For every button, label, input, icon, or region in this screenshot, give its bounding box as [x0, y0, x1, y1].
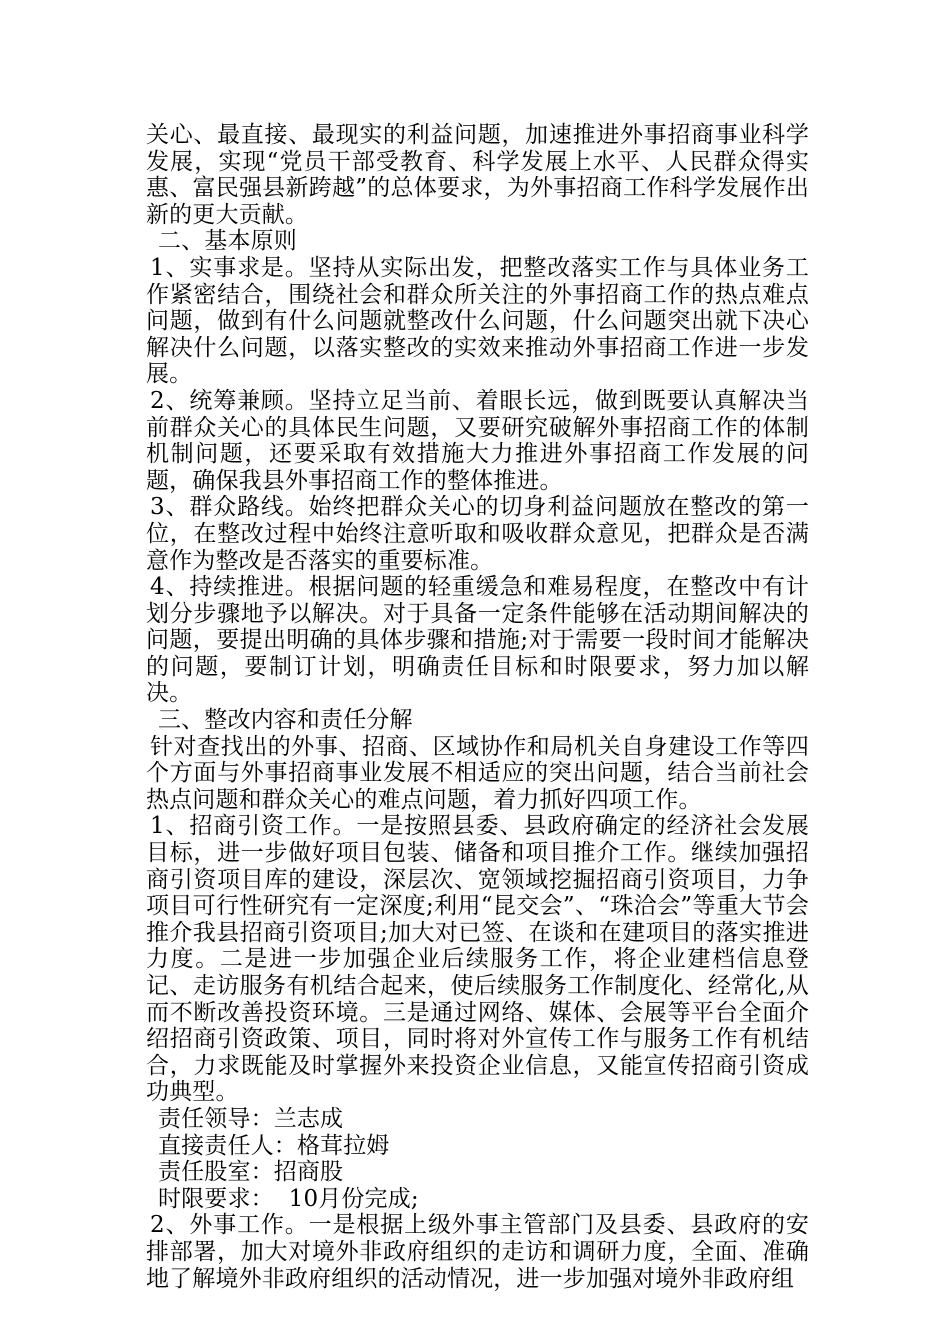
section-heading-basic-principles: 二、基本原则: [158, 228, 297, 255]
section-heading-rectification: 三、整改内容和责任分解: [158, 707, 413, 734]
deadline-requirement: 时限要求： 10月份完成;: [158, 1185, 419, 1212]
paragraph-foreign-affairs: 2、外事工作。一是根据上级外事主管部门及县委、县政府的安排部署，加大对境外非政府组织的走访和调研力度，全面、准确地了解境外非政府组织的活动情况，进一步加强对境外非政府组: [146, 1212, 809, 1292]
paragraph-rectification-intro: 针对查找出的外事、招商、区域协作和局机关自身建设工作等四个方面与外事招商事业发展不相适应的突出问题，结合当前社会热点问题和群众关心的难点问题，着力抓好四项工作。: [146, 733, 809, 813]
document-page: [146, 122, 809, 1292]
responsible-office: 责任股室：招商股: [158, 1159, 344, 1186]
paragraph-intro-continuation: 关心、最直接、最现实的利益问题，加速推进外事招商事业科学发展，实现“党员干部受教育、科学发展上水平、人民群众得实惠、富民强县新跨越”的总体要求，为外事招商工作科学发展作出新的更大贡献。: [146, 122, 809, 228]
responsible-leader: 责任领导：兰志成: [158, 1105, 344, 1132]
direct-responsible-person: 直接责任人：格茸拉姆: [158, 1132, 390, 1159]
paragraph-principle-4: 4、持续推进。根据问题的轻重缓急和难易程度，在整改中有计划分步骤地予以解决。对于具备一定条件能够在活动期间解决的问题，要提出明确的具体步骤和措施;对于需要一段时间才能解决的问题，要制订计划，明确责任目标和时限要求，努力加以解决。: [146, 574, 809, 707]
paragraph-principle-3: 3、群众路线。始终把群众关心的切身利益问题放在整改的第一位，在整改过程中始终注意听取和吸收群众意见，把群众是否满意作为整改是否落实的重要标准。: [146, 494, 809, 574]
paragraph-principle-1: 1、实事求是。坚持从实际出发，把整改落实工作与具体业务工作紧密结合，围绕社会和群众所关注的外事招商工作的热点难点问题，做到有什么问题就整改什么问题，什么问题突出就下决心解决什么问题，以落实整改的实效来推动外事招商工作进一步发展。: [146, 254, 809, 388]
paragraph-principle-2: 2、统筹兼顾。坚持立足当前、着眼长远，做到既要认真解决当前群众关心的具体民生问题，又要研究破解外事招商工作的体制机制问题，还要采取有效措施大力推进外事招商工作发展的问题，确保我县外事招商工作的整体推进。: [146, 387, 809, 494]
paragraph-investment-work: 1、招商引资工作。一是按照县委、县政府确定的经济社会发展目标，进一步做好项目包装、储备和项目推介工作。继续加强招商引资项目库的建设，深层次、宽领域挖掘招商引资项目，力争项目可行性研究有一定深度;利用“昆交会”、“珠洽会”等重大节会推介我县招商引资项目;加大对已签、在谈和在建项目的落实推进力度。二是进一步加强企业后续服务工作，将企业建档信息登记、走访服务有机结合起来，使后续服务工作制度化、经常化,从而不断改善投资环境。三是通过网络、媒体、会展等平台全面介绍招商引资政策、项目，同时将对外宣传工作与服务工作有机结合，力求既能及时掌握外来投资企业信息，又能宣传招商引资成功典型。: [146, 813, 809, 1106]
